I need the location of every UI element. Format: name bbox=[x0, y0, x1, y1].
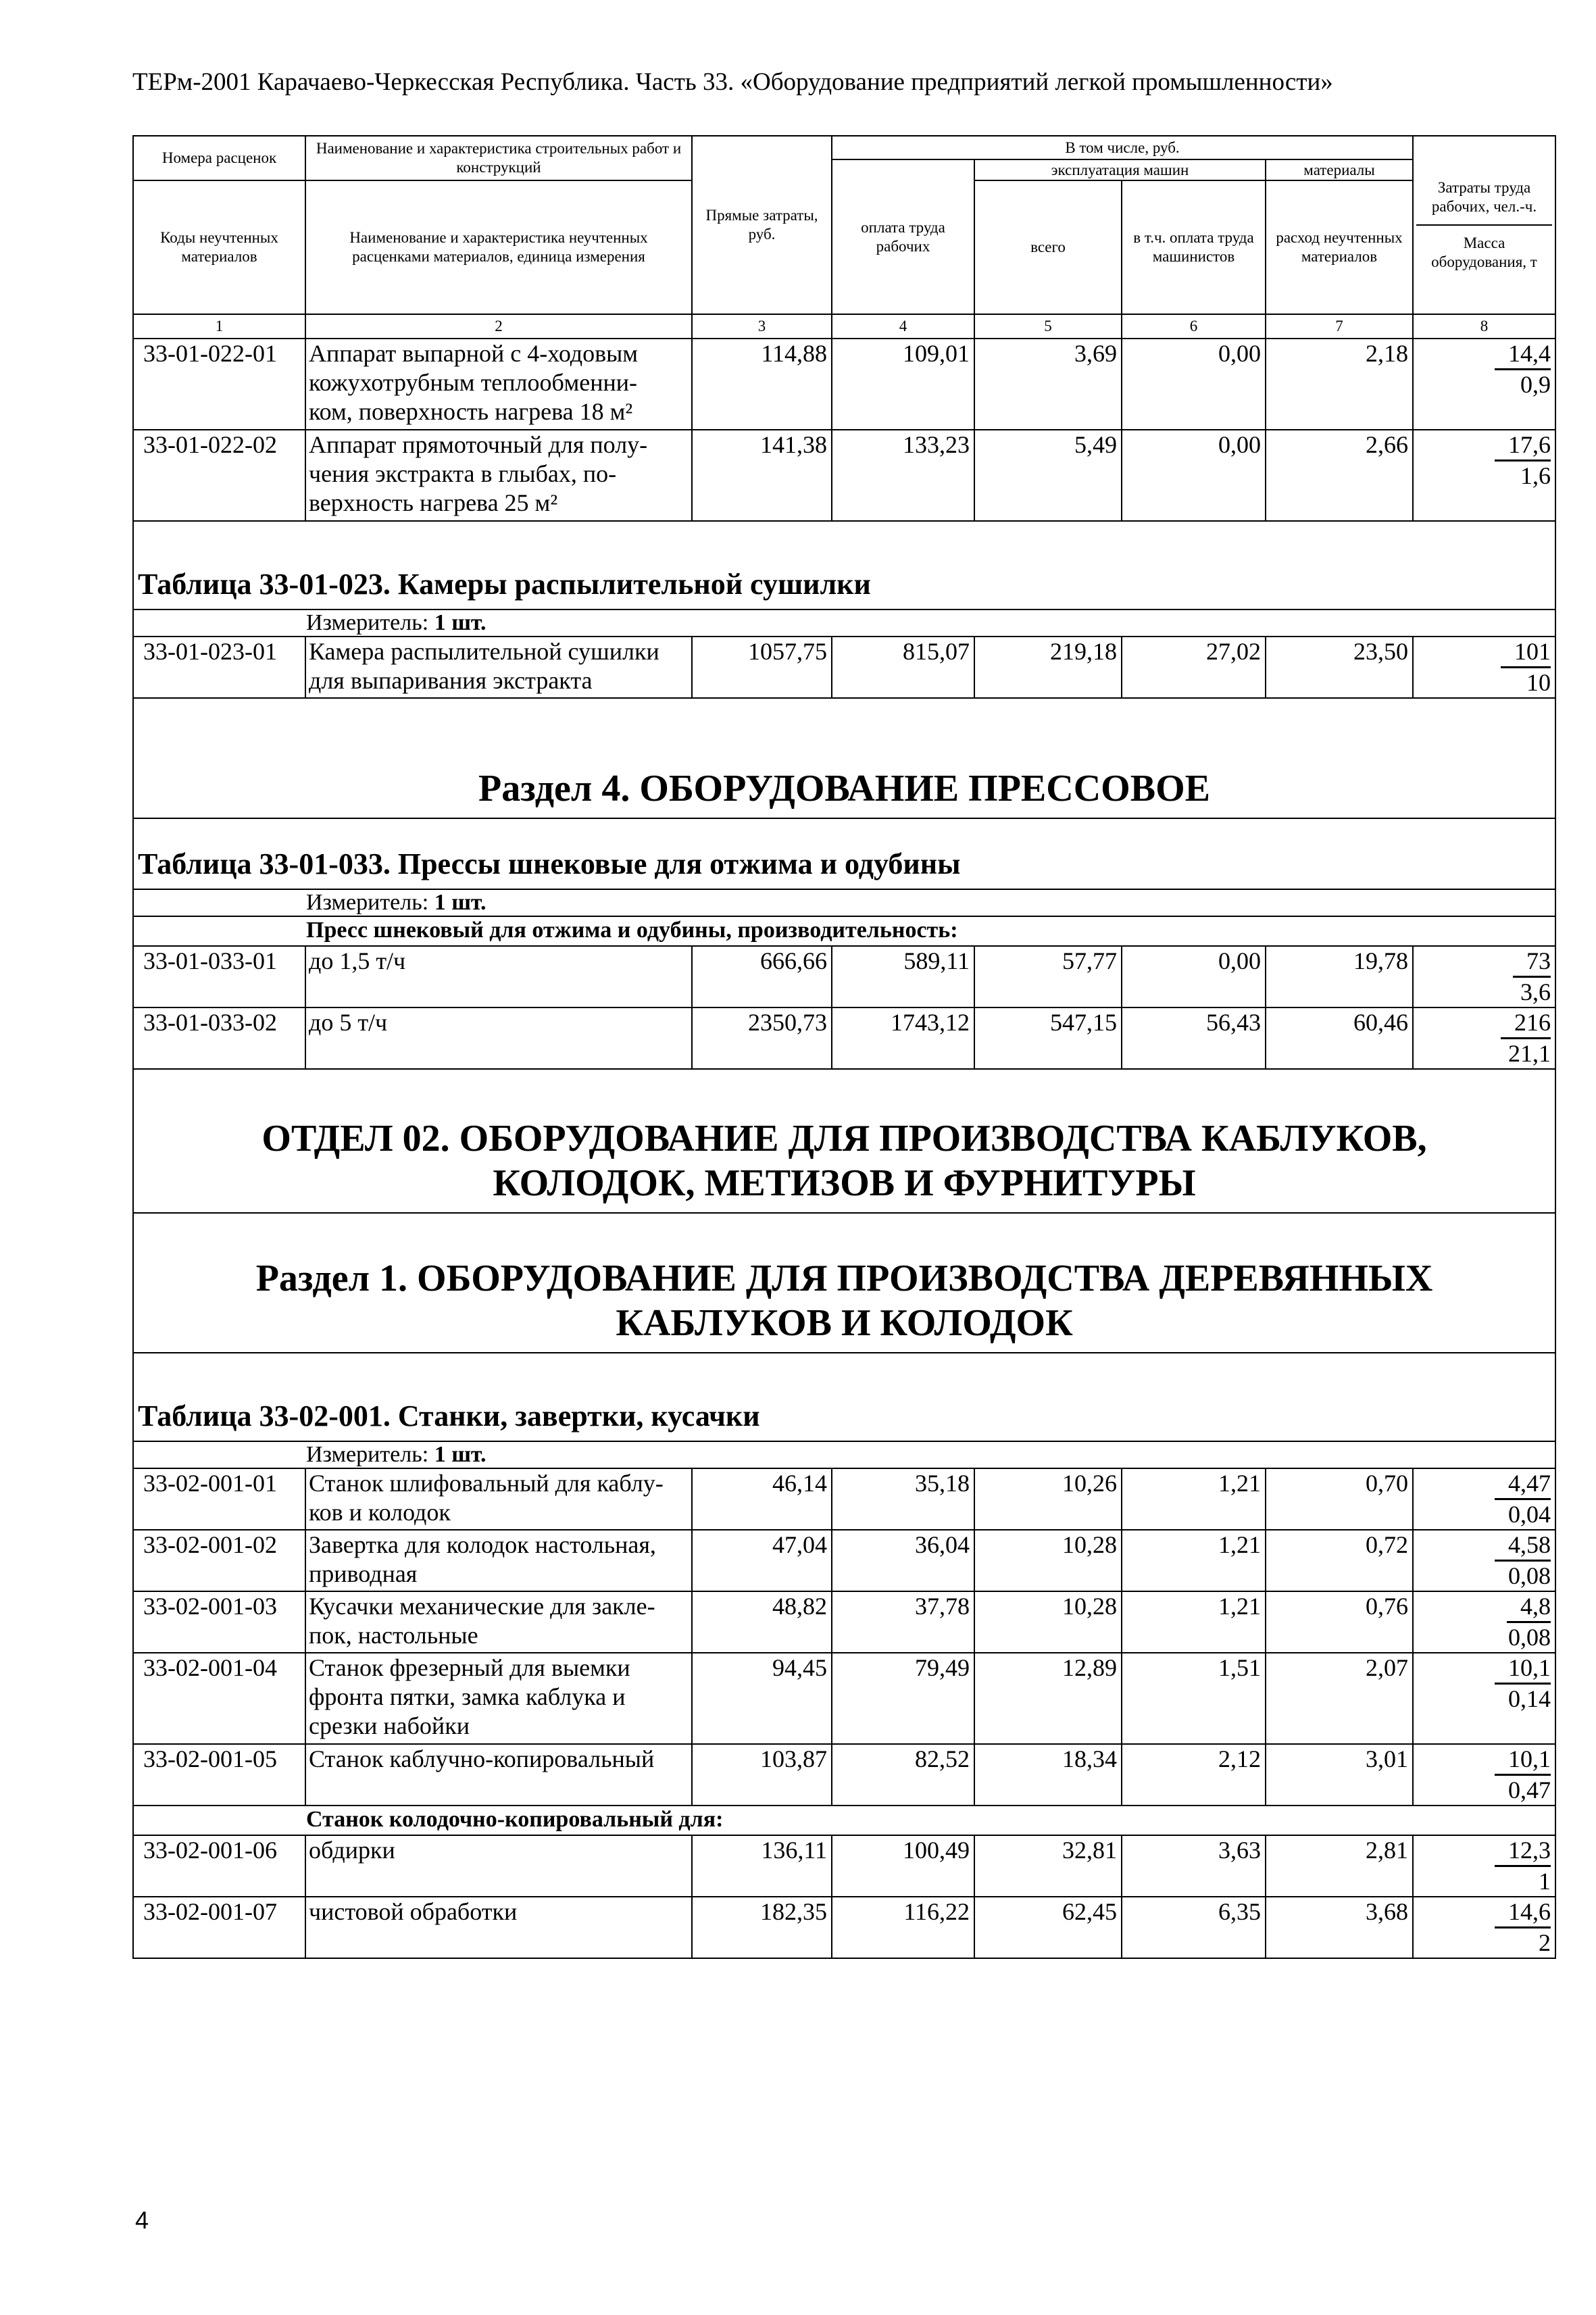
cost-c3: 47,04 bbox=[692, 1530, 832, 1591]
equipment-mass: 1 bbox=[1539, 1868, 1551, 1895]
rate-code: 33-02-001-07 bbox=[133, 1897, 305, 1958]
labor-hours: 216 bbox=[1501, 1008, 1551, 1039]
table-row bbox=[133, 430, 1555, 521]
work-name: чистовой обработки bbox=[305, 1897, 692, 1958]
cost-c7: 2,81 bbox=[1266, 1835, 1413, 1897]
header-material-consumption: расход неучтенных материалов bbox=[1266, 180, 1413, 314]
section-heading: Раздел 1. ОБОРУДОВАНИЕ ДЛЯ ПРОИЗВОДСТВА ДЕРЕВЯННЫХ КАБЛУКОВ И КОЛОДОК bbox=[133, 1213, 1555, 1353]
column-number: 8 bbox=[1413, 314, 1555, 339]
table-row bbox=[133, 1897, 1555, 1958]
header-material-name: Наименование и характеристика неучтенных расценками материалов, единица измерения bbox=[305, 180, 692, 314]
cost-c6: 1,21 bbox=[1122, 1530, 1266, 1591]
cost-c4: 79,49 bbox=[832, 1653, 974, 1744]
table-row bbox=[133, 1591, 1555, 1653]
cost-c7: 19,78 bbox=[1266, 946, 1413, 1007]
work-name: Станок фрезерный для выемки фронта пятки, замка каблука и срезки набойки bbox=[305, 1653, 692, 1744]
work-name: обдирки bbox=[305, 1835, 692, 1897]
section-heading: ОТДЕЛ 02. ОБОРУДОВАНИЕ ДЛЯ ПРОИЗВОДСТВА КАБЛУКОВ, КОЛОДОК, МЕТИЗОВ И ФУРНИТУРЫ bbox=[133, 1069, 1555, 1213]
rate-code: 33-02-001-05 bbox=[133, 1744, 305, 1806]
cost-c4: 815,07 bbox=[832, 637, 974, 698]
labor-mass-cell bbox=[1413, 1591, 1555, 1653]
cost-c6: 0,00 bbox=[1122, 339, 1266, 430]
cost-c7: 3,01 bbox=[1266, 1744, 1413, 1806]
table-row bbox=[133, 1468, 1555, 1530]
column-number: 6 bbox=[1122, 314, 1266, 339]
cost-c7: 0,72 bbox=[1266, 1530, 1413, 1591]
rate-code: 33-02-001-06 bbox=[133, 1835, 305, 1897]
page-number: 4 bbox=[135, 2206, 149, 2234]
cost-c5: 5,49 bbox=[974, 430, 1122, 521]
header-rate-numbers: Номера расценок bbox=[133, 136, 305, 180]
document-title: ТЕРм-2001 Карачаево-Черкесская Республика. Часть 33. «Оборудование предприятий легкой промышленности» bbox=[132, 68, 1333, 96]
rate-code: 33-01-022-01 bbox=[133, 339, 305, 430]
rates-table bbox=[132, 135, 1556, 1959]
cost-c5: 10,28 bbox=[974, 1591, 1122, 1653]
equipment-mass: 0,47 bbox=[1508, 1776, 1551, 1803]
header-worker-pay: оплата труда рабочих bbox=[832, 159, 974, 314]
cost-c3: 46,14 bbox=[692, 1468, 832, 1530]
rate-code: 33-01-023-01 bbox=[133, 637, 305, 698]
cost-c7: 60,46 bbox=[1266, 1007, 1413, 1069]
labor-mass-cell bbox=[1413, 946, 1555, 1007]
cost-c3: 136,11 bbox=[692, 1835, 832, 1897]
work-name: Завертка для колодок настольная, приводная bbox=[305, 1530, 692, 1591]
table-row bbox=[133, 946, 1555, 1007]
equipment-mass: 0,14 bbox=[1508, 1685, 1551, 1712]
cost-c5: 3,69 bbox=[974, 339, 1122, 430]
cost-c3: 182,35 bbox=[692, 1897, 832, 1958]
header-materials: материалы bbox=[1266, 159, 1413, 180]
cost-c6: 2,12 bbox=[1122, 1744, 1266, 1806]
cost-c4: 116,22 bbox=[832, 1897, 974, 1958]
labor-hours: 12,3 bbox=[1495, 1836, 1551, 1867]
cost-c3: 2350,73 bbox=[692, 1007, 832, 1069]
work-name: Камера распылительной сушилки для выпаривания экстракта bbox=[305, 637, 692, 698]
cost-c7: 0,76 bbox=[1266, 1591, 1413, 1653]
cost-c3: 114,88 bbox=[692, 339, 832, 430]
equipment-mass: 0,9 bbox=[1520, 371, 1551, 398]
cost-c6: 0,00 bbox=[1122, 946, 1266, 1007]
labor-hours: 4,47 bbox=[1495, 1469, 1551, 1500]
labor-hours: 10,1 bbox=[1495, 1745, 1551, 1776]
cost-c7: 23,50 bbox=[1266, 637, 1413, 698]
cost-c7: 2,07 bbox=[1266, 1653, 1413, 1744]
labor-mass-cell bbox=[1413, 339, 1555, 430]
group-heading: Станок колодочно-копировальный для: bbox=[133, 1806, 1555, 1835]
labor-hours: 4,58 bbox=[1495, 1530, 1551, 1562]
cost-c7: 2,18 bbox=[1266, 339, 1413, 430]
cost-c5: 12,89 bbox=[974, 1653, 1122, 1744]
header-direct-costs: Прямые затраты, руб. bbox=[692, 136, 832, 314]
cost-c4: 1743,12 bbox=[832, 1007, 974, 1069]
header-labor-mass bbox=[1413, 136, 1555, 314]
header-machinist-pay: в т.ч. оплата труда машинистов bbox=[1122, 180, 1266, 314]
work-name: Аппарат выпарной с 4-ходовым кожухотрубным теплообменни- ком, поверхность нагрева 18 м² bbox=[305, 339, 692, 430]
cost-c4: 589,11 bbox=[832, 946, 974, 1007]
group-heading: Пресс шнековый для отжима и одубины, производительность: bbox=[133, 916, 1555, 946]
equipment-mass: 2 bbox=[1539, 1929, 1551, 1956]
labor-hours: 10,1 bbox=[1495, 1653, 1551, 1685]
cost-c3: 94,45 bbox=[692, 1653, 832, 1744]
column-number: 2 bbox=[305, 314, 692, 339]
labor-mass-cell bbox=[1413, 1468, 1555, 1530]
unit-label: Измеритель: bbox=[306, 1442, 429, 1467]
cost-c5: 10,26 bbox=[974, 1468, 1122, 1530]
rate-code: 33-01-033-02 bbox=[133, 1007, 305, 1069]
unit-of-measure bbox=[133, 889, 1555, 916]
cost-c6: 3,63 bbox=[1122, 1835, 1266, 1897]
unit-label: Измеритель: bbox=[306, 610, 429, 635]
work-name: Кусачки механические для закле- пок, настольные bbox=[305, 1591, 692, 1653]
cost-c5: 10,28 bbox=[974, 1530, 1122, 1591]
labor-hours: 73 bbox=[1513, 947, 1551, 978]
cost-c3: 48,82 bbox=[692, 1591, 832, 1653]
cost-c7: 0,70 bbox=[1266, 1468, 1413, 1530]
cost-c4: 37,78 bbox=[832, 1591, 974, 1653]
header-including: В том числе, руб. bbox=[832, 136, 1413, 159]
labor-hours: 14,6 bbox=[1495, 1897, 1551, 1928]
cost-c5: 32,81 bbox=[974, 1835, 1122, 1897]
rate-code: 33-02-001-01 bbox=[133, 1468, 305, 1530]
cost-c5: 62,45 bbox=[974, 1897, 1122, 1958]
work-name: до 5 т/ч bbox=[305, 1007, 692, 1069]
cost-c3: 1057,75 bbox=[692, 637, 832, 698]
header-mass: Масса оборудования, т bbox=[1431, 234, 1537, 270]
labor-hours: 14,4 bbox=[1495, 339, 1551, 370]
column-number: 4 bbox=[832, 314, 974, 339]
unit-value: 1 шт. bbox=[434, 890, 487, 915]
labor-mass-cell bbox=[1413, 1897, 1555, 1958]
header-machines-total: всего bbox=[974, 180, 1122, 314]
table-row bbox=[133, 1007, 1555, 1069]
cost-c5: 18,34 bbox=[974, 1744, 1122, 1806]
equipment-mass: 0,08 bbox=[1508, 1624, 1551, 1651]
cost-c5: 547,15 bbox=[974, 1007, 1122, 1069]
labor-mass-cell bbox=[1413, 430, 1555, 521]
work-name: Станок каблучно-копировальный bbox=[305, 1744, 692, 1806]
labor-hours: 101 bbox=[1501, 637, 1551, 668]
cost-c6: 1,21 bbox=[1122, 1591, 1266, 1653]
cost-c4: 36,04 bbox=[832, 1530, 974, 1591]
equipment-mass: 0,08 bbox=[1508, 1562, 1551, 1589]
unit-of-measure bbox=[133, 609, 1555, 637]
labor-mass-cell bbox=[1413, 1530, 1555, 1591]
labor-mass-cell bbox=[1413, 1835, 1555, 1897]
table-heading: Таблица 33-02-001. Станки, завертки, кусачки bbox=[133, 1353, 1555, 1441]
header-work-name: Наименование и характеристика строительных работ и конструкций bbox=[305, 136, 692, 180]
table-heading: Таблица 33-01-033. Прессы шнековые для отжима и одубины bbox=[133, 818, 1555, 889]
labor-hours: 4,8 bbox=[1507, 1592, 1551, 1623]
header-labor: Затраты труда рабочих, чел.-ч. bbox=[1416, 178, 1552, 226]
cost-c6: 56,43 bbox=[1122, 1007, 1266, 1069]
labor-mass-cell bbox=[1413, 1007, 1555, 1069]
cost-c4: 35,18 bbox=[832, 1468, 974, 1530]
table-row bbox=[133, 1744, 1555, 1806]
cost-c4: 100,49 bbox=[832, 1835, 974, 1897]
header-material-codes: Коды неучтенных материалов bbox=[133, 180, 305, 314]
equipment-mass: 21,1 bbox=[1508, 1040, 1551, 1067]
work-name: Аппарат прямоточный для полу- чения экстракта в глыбах, по- верхность нагрева 25 м² bbox=[305, 430, 692, 521]
cost-c5: 219,18 bbox=[974, 637, 1122, 698]
table-heading: Таблица 33-01-023. Камеры распылительной сушилки bbox=[133, 521, 1555, 609]
labor-mass-cell bbox=[1413, 637, 1555, 698]
cost-c6: 1,21 bbox=[1122, 1468, 1266, 1530]
cost-c3: 666,66 bbox=[692, 946, 832, 1007]
column-number: 5 bbox=[974, 314, 1122, 339]
table-row bbox=[133, 1530, 1555, 1591]
unit-value: 1 шт. bbox=[434, 1442, 487, 1467]
table-row bbox=[133, 339, 1555, 430]
cost-c4: 82,52 bbox=[832, 1744, 974, 1806]
labor-mass-cell bbox=[1413, 1744, 1555, 1806]
unit-label: Измеритель: bbox=[306, 890, 429, 915]
rate-code: 33-02-001-04 bbox=[133, 1653, 305, 1744]
equipment-mass: 10 bbox=[1526, 669, 1551, 696]
cost-c7: 3,68 bbox=[1266, 1897, 1413, 1958]
labor-hours: 17,6 bbox=[1495, 430, 1551, 462]
cost-c6: 1,51 bbox=[1122, 1653, 1266, 1744]
column-number: 1 bbox=[133, 314, 305, 339]
header-machines: эксплуатация машин bbox=[974, 159, 1266, 180]
cost-c3: 141,38 bbox=[692, 430, 832, 521]
table-row bbox=[133, 1835, 1555, 1897]
equipment-mass: 1,6 bbox=[1520, 462, 1551, 489]
rate-code: 33-02-001-03 bbox=[133, 1591, 305, 1653]
labor-mass-cell bbox=[1413, 1653, 1555, 1744]
cost-c4: 133,23 bbox=[832, 430, 974, 521]
rate-code: 33-02-001-02 bbox=[133, 1530, 305, 1591]
cost-c7: 2,66 bbox=[1266, 430, 1413, 521]
work-name: Станок шлифовальный для каблу- ков и колодок bbox=[305, 1468, 692, 1530]
column-number: 3 bbox=[692, 314, 832, 339]
work-name: до 1,5 т/ч bbox=[305, 946, 692, 1007]
cost-c3: 103,87 bbox=[692, 1744, 832, 1806]
cost-c6: 0,00 bbox=[1122, 430, 1266, 521]
cost-c6: 6,35 bbox=[1122, 1897, 1266, 1958]
unit-of-measure bbox=[133, 1441, 1555, 1468]
table-row bbox=[133, 637, 1555, 698]
column-number: 7 bbox=[1266, 314, 1413, 339]
unit-value: 1 шт. bbox=[434, 610, 487, 635]
rate-code: 33-01-033-01 bbox=[133, 946, 305, 1007]
equipment-mass: 0,04 bbox=[1508, 1501, 1551, 1528]
rate-code: 33-01-022-02 bbox=[133, 430, 305, 521]
section-heading: Раздел 4. ОБОРУДОВАНИЕ ПРЕССОВОЕ bbox=[133, 698, 1555, 818]
equipment-mass: 3,6 bbox=[1520, 978, 1551, 1005]
cost-c6: 27,02 bbox=[1122, 637, 1266, 698]
cost-c4: 109,01 bbox=[832, 339, 974, 430]
table-row bbox=[133, 1653, 1555, 1744]
cost-c5: 57,77 bbox=[974, 946, 1122, 1007]
